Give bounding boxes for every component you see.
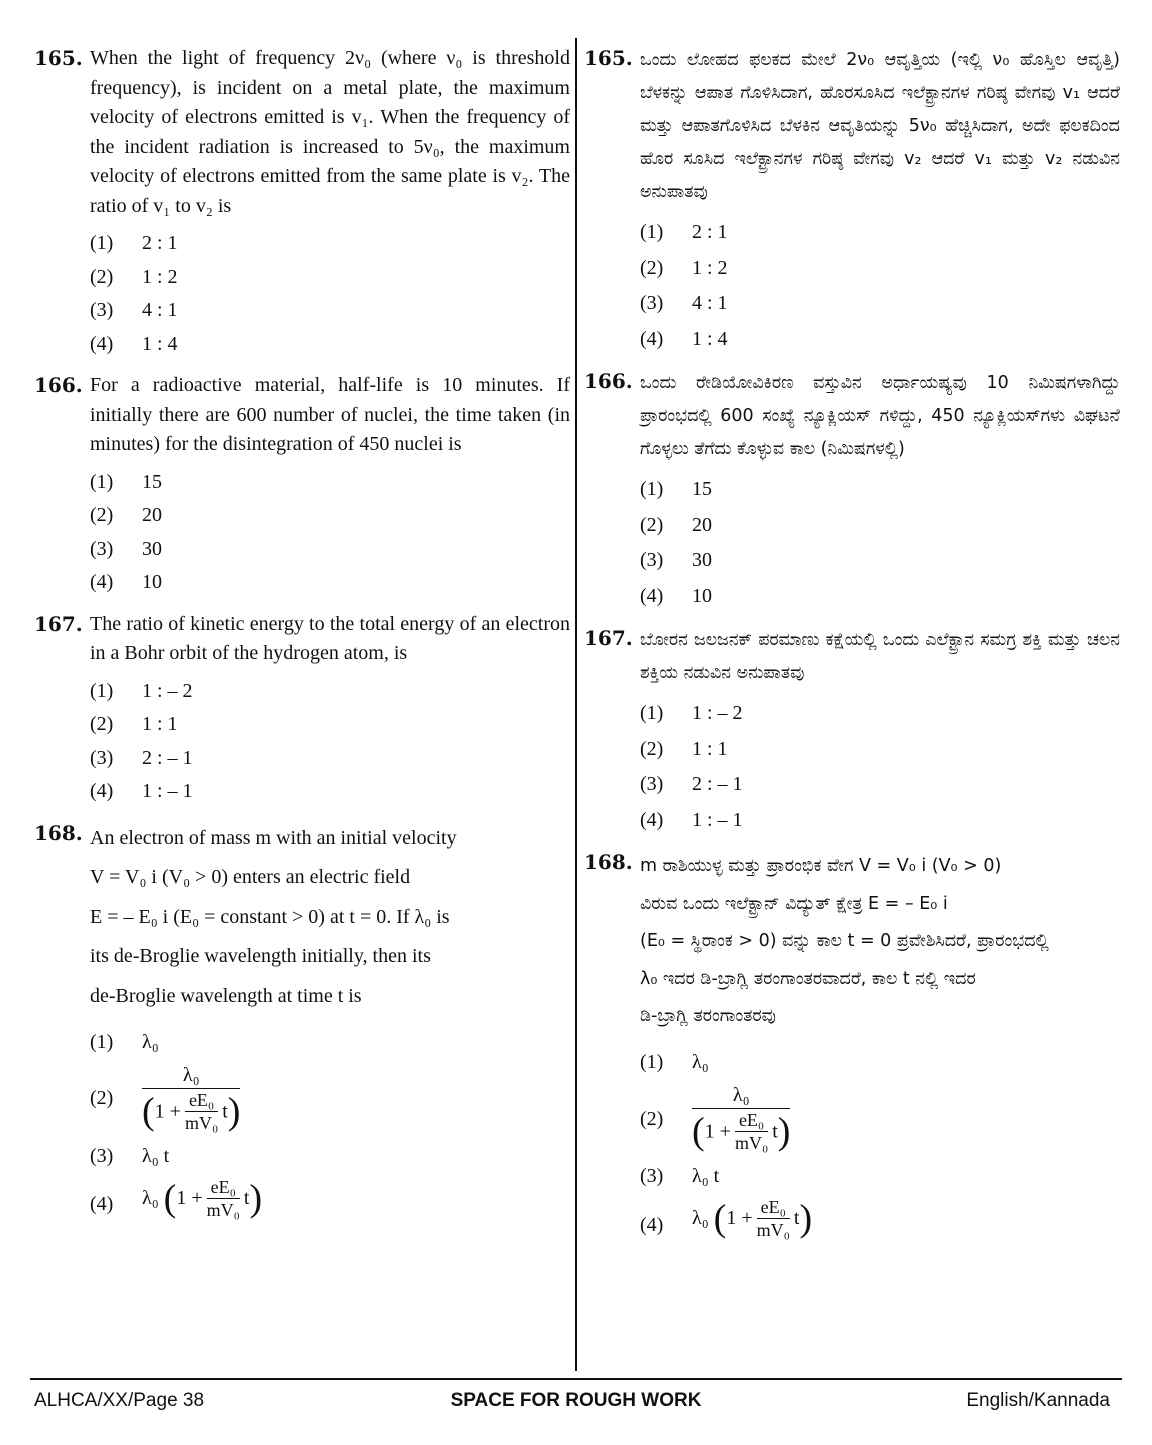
question-line: λ₀ ಇದರ ಡಿ-ಬ್ರಾಗ್ಲಿ ತರಂಗಾಂತರವಾದರೆ, ಕಾಲ t ನಲ್ಲಿ ಇದರ bbox=[640, 968, 976, 989]
option-label: (3) bbox=[640, 1164, 664, 1187]
fraction bbox=[692, 1082, 790, 1154]
option-label: (3) bbox=[640, 773, 664, 795]
question-number: 168. bbox=[584, 850, 633, 874]
option-label: (2) bbox=[90, 713, 114, 735]
question-number: 167. bbox=[584, 626, 633, 650]
inner-denominator: mV₀ bbox=[184, 1113, 219, 1133]
question-166-kn bbox=[584, 367, 1120, 614]
question-line: ವಿರುವ ಒಂದು ಇಲೆಕ್ಟ್ರಾನ್ ವಿದ್ಯುತ್ ಕ್ಷೇತ್ರ E = – E₀ i bbox=[640, 893, 948, 914]
inner-fraction bbox=[735, 1109, 768, 1154]
options-list bbox=[640, 472, 1120, 614]
option-label: (2) bbox=[640, 256, 664, 279]
question-168 bbox=[34, 819, 570, 1235]
inner-numerator: eE₀ bbox=[735, 1109, 768, 1132]
option-value: λ₀ bbox=[692, 1050, 709, 1073]
option-value: 1 : 2 bbox=[142, 265, 178, 288]
options-list bbox=[90, 466, 570, 600]
option-value: 20 bbox=[692, 513, 712, 536]
fraction-denominator: (1 + $\frac{\text{eE₀}}{\text{mV₀}}$ t) bbox=[692, 1109, 791, 1153]
question-number: 168. bbox=[34, 820, 83, 845]
option-value: 1 : 1 bbox=[142, 713, 178, 735]
option-3 bbox=[90, 742, 570, 776]
question-number: 166. bbox=[34, 373, 83, 397]
options-list bbox=[90, 1022, 570, 1234]
math-text: 1 + bbox=[154, 1100, 181, 1123]
option-value: 2 : 1 bbox=[142, 232, 178, 254]
option-expression: λ₀ (1 + $\frac{\text{eE₀}}{\text{mV₀}}$ t) bbox=[142, 1177, 263, 1220]
option-value: 1 : – 1 bbox=[692, 808, 743, 831]
option-2 bbox=[640, 251, 1120, 287]
options-list bbox=[640, 215, 1120, 357]
rough-work-label: SPACE FOR ROUGH WORK bbox=[450, 1390, 702, 1411]
option-label: (4) bbox=[640, 1213, 664, 1236]
option-value: 1 : 1 bbox=[692, 737, 728, 760]
question-number: 166. bbox=[584, 369, 633, 393]
option-expression: λ₀ (1 + $\frac{\text{eE₀}}{\text{mV₀}}$ t) bbox=[692, 1196, 813, 1240]
question-168-kn bbox=[584, 848, 1120, 1254]
option-2 bbox=[640, 1082, 1120, 1156]
option-label: (2) bbox=[640, 737, 664, 760]
option-label: (1) bbox=[640, 702, 664, 724]
option-value: λ₀ bbox=[142, 1031, 159, 1053]
option-1 bbox=[90, 466, 570, 500]
option-label: (4) bbox=[90, 571, 114, 593]
option-label: (3) bbox=[90, 746, 114, 769]
option-value: 4 : 1 bbox=[692, 292, 728, 314]
option-3 bbox=[90, 533, 570, 567]
option-3 bbox=[90, 294, 570, 328]
option-value: 1 : – 2 bbox=[142, 679, 193, 702]
inner-numerator: eE₀ bbox=[207, 1176, 240, 1199]
question-166 bbox=[34, 371, 570, 600]
option-3 bbox=[90, 1136, 570, 1176]
math-text: t bbox=[243, 1186, 250, 1209]
question-167-kn bbox=[584, 624, 1120, 838]
options-list bbox=[640, 696, 1120, 838]
question-text: ಬೋರನ ಜಲಜನಕ್ ಪರಮಾಣು ಕಕ್ಷೆಯಲ್ಲಿ ಒಂದು ಎಲೆಕ್ಟ್ರಾನ ಸಮಗ್ರ ಶಕ್ತಿ ಮತ್ತು ಚಲನ ಶಕ್ತಿಯ ನಡುವಿನ ಅನುಪಾತವು bbox=[640, 630, 1120, 683]
fraction-denominator: (1 + $\frac{\text{eE₀}}{\text{mV₀}}$ t) bbox=[142, 1090, 241, 1133]
option-label: (4) bbox=[640, 584, 664, 607]
page-label: ALHCA/XX/Page 38 bbox=[34, 1390, 205, 1411]
inner-fraction bbox=[757, 1196, 790, 1241]
question-line: ಡಿ-ಬ್ರಾಗ್ಲಿ ತರಂಗಾಂತರವು bbox=[640, 1006, 776, 1026]
fraction bbox=[142, 1062, 240, 1134]
language-label: English/Kannada bbox=[966, 1390, 1110, 1411]
option-label: (1) bbox=[640, 478, 664, 500]
option-2 bbox=[90, 261, 570, 295]
option-label: (3) bbox=[640, 549, 664, 571]
option-label: (3) bbox=[90, 299, 114, 321]
option-value: 20 bbox=[142, 504, 162, 526]
kannada-column bbox=[584, 44, 1120, 1264]
inner-denominator: mV₀ bbox=[206, 1200, 240, 1220]
inner-numerator: eE₀ bbox=[185, 1089, 218, 1112]
column-divider bbox=[575, 38, 577, 1371]
question-167 bbox=[34, 610, 570, 809]
option-label: (1) bbox=[90, 232, 114, 254]
inner-fraction bbox=[185, 1089, 218, 1134]
option-2 bbox=[90, 1062, 570, 1136]
option-label: (3) bbox=[90, 537, 114, 560]
question-text: ಒಂದು ರೇಡಿಯೋವಿಕಿರಣ ವಸ್ತುವಿನ ಅರ್ಧಾಯಷ್ಯವು 10 ನಿಮಿಷಗಳಾಗಿದ್ದು ಪ್ರಾರಂಭದಲ್ಲಿ 600 ಸಂಖ್ಯೆ ನ್ಯೂಕ್ಲಿಯಸ್ ಗಳಿದ್ದು, 450 ನ್ಯೂಕ್ಲಿಯಸ್‌ಗಳು ವಿಘಟನೆ ಗೊಳ್ಳಲು ತೆಗೆದು ಕೊಳ್ಳುವ ಕಾಲ (ನಿಮಿಷಗಳಲ್ಲಿ) bbox=[640, 373, 1120, 459]
option-4 bbox=[640, 322, 1120, 358]
option-value: 1 : – 2 bbox=[692, 702, 743, 724]
question-165-kn bbox=[584, 44, 1120, 357]
question-text: ಒಂದು ಲೋಹದ ಫಲಕದ ಮೇಲೆ 2ν₀ ಆವೃತ್ತಿಯ (ಇಲ್ಲಿ ν₀ ಹೊಸ್ತಿಲ ಆವೃತ್ತಿ) ಬೆಳಕನ್ನು ಆಪಾತ ಗೊಳಿಸಿದಾಗ, ಹೊರಸೂಸಿದ ಇಲೆಕ್ಟ್ರಾನಗಳ ಗರಿಷ್ಠ ವೇಗವು v₁ ಆದರೆ ಮತ್ತು ಆಪಾತಗೊಳಿಸಿದ ಬೆಳಕಿನ ಆವೃತಿಯನ್ನು 5ν₀ ಹೆಚ್ಚಿಸಿದಾಗ, ಅದೇ ಫಲಕದಿಂದ ಹೊರ ಸೂಸಿದ ಇಲೆಕ್ಟ್ರಾನಗಳ ಗರಿಷ್ಠ ವೇಗವು v₂ ಆದರೆ v₁ ಮತ್ತು v₂ ನಡುವಿನ ಅನುಪಾತವು bbox=[640, 50, 1120, 202]
question-line: E = – E₀ i (E₀ = constant > 0) at t = 0. If λ₀ is bbox=[90, 905, 450, 928]
option-label: (4) bbox=[90, 780, 114, 802]
option-value: 1 : 2 bbox=[692, 256, 728, 279]
option-label: (4) bbox=[90, 1193, 114, 1215]
option-value: 30 bbox=[692, 549, 712, 571]
option-label: (3) bbox=[90, 1145, 114, 1167]
english-column bbox=[34, 44, 570, 1244]
question-line: An electron of mass m with an initial velocity bbox=[90, 826, 457, 849]
option-1 bbox=[640, 696, 1120, 732]
option-2 bbox=[90, 708, 570, 742]
options-list bbox=[90, 675, 570, 809]
option-4 bbox=[90, 566, 570, 600]
question-text: When the light of frequency 2ν₀ (where ν₀ is threshold frequency), is incident on a metal plate, the maximum velocity of electrons emitted is v₁. When the frequency of the incident radiation is increased to 5ν₀, the maximum velocity of electrons emitted from the same plate is v₂. The ratio of v₁ to v₂ is bbox=[90, 47, 570, 217]
option-1 bbox=[640, 1042, 1120, 1082]
option-label: (2) bbox=[640, 1107, 664, 1130]
option-3 bbox=[640, 767, 1120, 803]
fraction-numerator: λ₀ bbox=[692, 1082, 790, 1109]
question-text: The ratio of kinetic energy to the total energy of an electron in a Bohr orbit of the hydrogen atom, is bbox=[90, 612, 570, 664]
option-value: 10 bbox=[142, 571, 162, 593]
footer-rule bbox=[30, 1378, 1122, 1380]
inner-fraction bbox=[207, 1176, 240, 1221]
question-number: 165. bbox=[34, 46, 83, 70]
math-text: 1 + bbox=[726, 1206, 753, 1229]
option-3 bbox=[640, 1156, 1120, 1196]
option-label: (1) bbox=[90, 679, 114, 702]
option-label: (4) bbox=[90, 332, 114, 355]
option-value: 2 : – 1 bbox=[142, 746, 193, 769]
question-line: its de-Broglie wavelength initially, then its bbox=[90, 945, 431, 967]
option-label: (1) bbox=[90, 470, 114, 493]
question-text bbox=[90, 819, 570, 1017]
option-value: 1 : 4 bbox=[692, 327, 728, 350]
math-text: t bbox=[772, 1120, 778, 1142]
inner-numerator: eE₀ bbox=[757, 1196, 790, 1219]
option-value: 1 : – 1 bbox=[142, 780, 193, 802]
math-text: λ₀ bbox=[142, 1186, 159, 1209]
question-line: de-Broglie wavelength at time t is bbox=[90, 984, 362, 1007]
question-text bbox=[640, 848, 1120, 1036]
option-value: λ₀ t bbox=[142, 1145, 170, 1167]
option-4 bbox=[640, 803, 1120, 839]
option-3 bbox=[640, 543, 1120, 579]
option-4 bbox=[640, 1196, 1120, 1254]
option-4 bbox=[90, 328, 570, 362]
option-value: λ₀ t bbox=[692, 1164, 720, 1187]
math-text: λ₀ bbox=[692, 1206, 709, 1229]
options-list bbox=[640, 1042, 1120, 1254]
option-fraction bbox=[692, 1082, 790, 1154]
option-1 bbox=[640, 215, 1120, 251]
question-line: V = V₀ i (V₀ > 0) enters an electric field bbox=[90, 866, 411, 888]
question-165 bbox=[34, 44, 570, 361]
option-2 bbox=[640, 732, 1120, 768]
option-value: 30 bbox=[142, 537, 162, 560]
option-label: (2) bbox=[90, 265, 114, 288]
question-line: (E₀ = ಸ್ಥಿರಾಂಕ > 0) ವನ್ನು ಕಾಲ t = 0 ಪ್ರವೇಶಿಸಿದರೆ, ಪ್ರಾರಂಭದಲ್ಲಿ bbox=[640, 931, 1049, 951]
option-4 bbox=[640, 579, 1120, 615]
option-value: 2 : – 1 bbox=[692, 773, 743, 795]
option-label: (4) bbox=[640, 327, 664, 350]
inner-denominator: mV₀ bbox=[734, 1132, 769, 1153]
option-label: (3) bbox=[640, 292, 664, 314]
option-value: 1 : 4 bbox=[142, 332, 178, 355]
question-line: m ರಾಶಿಯುಳ್ಳ ಮತ್ತು ಪ್ರಾರಂಭಿಕ ವೇಗ V = V₀ i (V₀ > 0) bbox=[640, 856, 1002, 876]
option-1 bbox=[90, 675, 570, 709]
option-label: (1) bbox=[640, 221, 664, 243]
option-value: 10 bbox=[692, 584, 712, 607]
option-label: (2) bbox=[90, 1087, 114, 1109]
option-2 bbox=[90, 499, 570, 533]
option-fraction bbox=[142, 1062, 240, 1134]
option-4 bbox=[90, 1176, 570, 1234]
inner-denominator: mV₀ bbox=[756, 1219, 790, 1240]
option-1 bbox=[640, 472, 1120, 508]
option-label: (1) bbox=[640, 1050, 664, 1073]
option-label: (4) bbox=[640, 808, 664, 831]
option-value: 15 bbox=[692, 478, 712, 500]
option-value: 4 : 1 bbox=[142, 299, 178, 321]
math-text: t bbox=[222, 1100, 228, 1123]
question-number: 165. bbox=[584, 46, 633, 70]
option-1 bbox=[90, 227, 570, 261]
question-number: 167. bbox=[34, 611, 83, 636]
option-label: (2) bbox=[640, 513, 664, 536]
option-3 bbox=[640, 286, 1120, 322]
question-text: For a radioactive material, half-life is 10 minutes. If initially there are 600 number of nuclei, the time taken (in minutes) for the disintegration of 450 nuclei is bbox=[90, 374, 570, 455]
fraction-numerator: λ₀ bbox=[142, 1062, 240, 1089]
option-2 bbox=[640, 508, 1120, 544]
option-value: 15 bbox=[142, 470, 162, 493]
option-4 bbox=[90, 775, 570, 809]
option-label: (2) bbox=[90, 504, 114, 526]
option-value: 2 : 1 bbox=[692, 221, 728, 243]
math-text: t bbox=[793, 1206, 800, 1229]
math-text: 1 + bbox=[704, 1120, 731, 1142]
option-label: (1) bbox=[90, 1031, 114, 1053]
option-1 bbox=[90, 1022, 570, 1062]
math-text: 1 + bbox=[176, 1186, 203, 1209]
options-list bbox=[90, 227, 570, 361]
